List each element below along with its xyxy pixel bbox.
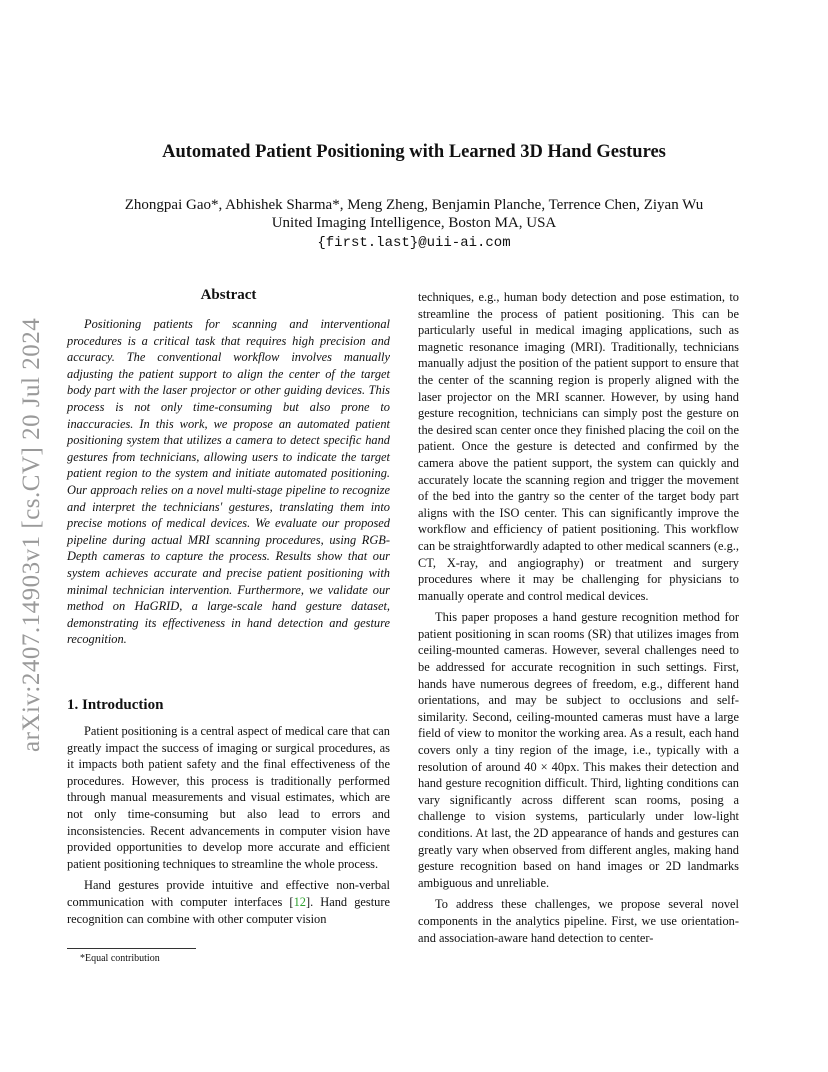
section-heading-introduction: 1. Introduction — [67, 697, 164, 713]
left-column — [67, 287, 390, 648]
contact-email — [0, 234, 828, 251]
footnote: *Equal contribution — [80, 953, 160, 964]
arxiv-stamp: arXiv:2407.14903v1 [cs.CV] 20 Jul 2024 — [18, 317, 45, 752]
introduction-body — [67, 723, 390, 932]
abstract-text: Positioning patients for scanning and interventional procedures is a critical task that requires high precision and accuracy. The conventional workflow involves manually adjusting the patient support to align the center of the target body part with the laser projector or other guiding devices. This process is not only time-consuming but also prone to inaccuracies. In this work, we propose an automated patient positioning system that utilizes a camera to detect specific hand gestures from technicians, allowing users to indicate the target patient region to the system and initiate automated positioning. Our approach relies on a novel multi-stage pipeline to recognize and interpret the technicians' gestures, translating them into precise motions of medical devices. We evaluate our proposed pipeline during actual MRI scanning procedures, using RGB-Depth cameras to capture the process. Results show that our system achieves accurate and precise patient positioning with minimal technician intervention. Furthermore, we validate our method on HaGRID, a large-scale hand gesture dataset, demonstrating its effectiveness in hand detection and gesture recognition. — [67, 317, 390, 647]
intro-paragraph-1: Patient positioning is a central aspect of medical care that can greatly impact the success of imaging or surgical procedures, as it impacts both patient safety and the final effectiveness of the procedures. However, this process is traditionally performed through manual measurements and visual estimates, which are not only time-consuming but also lead to errors and inconsistencies. Recent advancements in computer vision have provided opportunities to develop more accurate and efficient patient positioning techniques to streamline the whole process. — [67, 724, 390, 871]
author-list: Zhongpai Gao*, Abhishek Sharma*, Meng Zheng, Benjamin Planche, Terrence Chen, Ziyan Wu — [124, 197, 704, 213]
intro-p2-text: Hand gestures provide intuitive and effective non-verbal communication with computer interfaces [ — [67, 878, 390, 909]
intro-p2-text-end: ]. Hand gesture recognition can combine with other computer vision — [67, 894, 390, 926]
citation-link[interactable]: 12 — [293, 894, 306, 909]
paper-title: Automated Patient Positioning with Learned 3D Hand Gestures — [162, 142, 666, 162]
right-paragraph-1: techniques, e.g., human body detection and pose estimation, to streamline the process of patient positioning. This can be particularly useful in medical imaging applications, such as magnetic resonance imaging (MRI). Traditionally, technicians manually adjust the position of the patient support to ensure that the center of the scanning region is properly aligned with the laser projector on the MRI scanner. However, by using hand gesture recognition, technicians can simply post the gesture on the desired scan center once they finished placing the coil on the patient. Once the gesture is detected and confirmed by the camera above the patient support, the system can quickly and accurately locate the scanning region and trigger the movement of the bed into the gantry so the center of the target body part aligns with the ISO center. This can significantly improve the workflow and efficiency of patient positioning. This workflow can be straightforwardly adapted to other medical scanners (e.g., CT, X-ray, and angiography) or treatment and surgery procedures where it may be challenging for physicians to manually operate and control medical devices. — [418, 290, 739, 603]
intro-paragraph-2 — [67, 877, 390, 927]
affiliation: United Imaging Intelligence, Boston MA, USA — [271, 215, 557, 231]
right-paragraph-3: To address these challenges, we propose several novel components in the analytics pipeline. First, we use orientation- and association-aware hand detection to center- — [418, 897, 739, 945]
email-text: {first.last}@uii-ai.com — [317, 235, 511, 251]
right-paragraph-2: This paper proposes a hand gesture recognition method for patient positioning in scan rooms (SR) that utilizes images from ceiling-mounted cameras. However, several challenges need to be addressed for accurate recognition in such settings. First, hands have numerous degrees of freedom, e.g., different hand orientations, and may be subject to occlusions and self-similarity. Second, ceiling-mounted cameras must have a large field of view to monitor the working area. As a result, each hand covers only a tiny region of the image, i.e., typically with a resolution of around 40 × 40px. This makes their detection and hand gesture recognition difficult. Third, lighting conditions can vary significantly across different scan rooms, posing a challenge to vision systems, particularly under low-light conditions. At last, the 2D appearance of hands and gestures can greatly vary when observed from different angles, making hand gesture recognition based on hand images or 2D landmarks ambiguous and unreliable. — [418, 610, 739, 890]
abstract-heading: Abstract — [200, 287, 257, 303]
footnote-divider — [67, 948, 196, 949]
right-column — [418, 289, 739, 951]
